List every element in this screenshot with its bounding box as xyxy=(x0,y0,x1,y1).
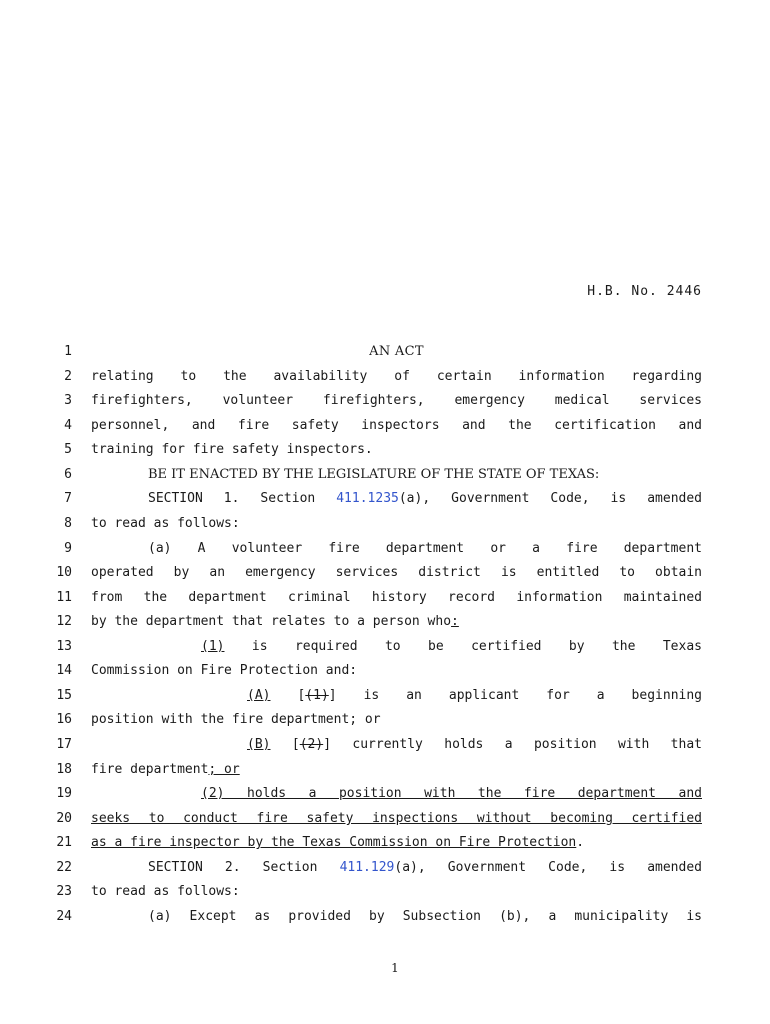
line-number: 2 xyxy=(64,369,72,384)
line-text: ] currently holds a position with that xyxy=(323,737,702,752)
text-line: from the department criminal history record information maintained xyxy=(91,590,702,605)
line-number: 18 xyxy=(56,762,72,777)
inserted-line: seeks to conduct fire safety inspections without becoming certified xyxy=(91,811,702,826)
inserted-text: (B) xyxy=(247,737,271,752)
bracket-open: [ xyxy=(270,688,306,703)
inserted-line: (2) holds a position with the fire department and xyxy=(201,786,702,801)
text-line: training for fire safety inspectors. xyxy=(91,442,373,457)
line-number: 16 xyxy=(56,712,72,727)
text-line xyxy=(91,688,702,703)
section-text: (a), Government Code, is amended xyxy=(394,860,702,875)
inserted-text: as a fire inspector by the Texas Commission on Fire Protection xyxy=(91,835,577,850)
line-number: 20 xyxy=(56,811,72,826)
line-number: 1 xyxy=(64,344,72,359)
inserted-text: (1) xyxy=(201,639,225,654)
line-number: 11 xyxy=(56,590,72,605)
line-text: is required to be certified by the Texas xyxy=(224,639,702,654)
deleted-text: (1) xyxy=(305,688,329,703)
line-text: ] is an applicant for a beginning xyxy=(328,688,702,703)
text-line: (a) Except as provided by Subsection (b), a municipality is xyxy=(148,909,702,924)
line-number: 8 xyxy=(64,516,72,531)
enacting-clause: BE IT ENACTED BY THE LEGISLATURE OF THE STATE OF TEXAS: xyxy=(148,467,600,482)
act-heading: AN ACT xyxy=(369,344,424,359)
deleted-text: (2) xyxy=(299,737,324,752)
text-line xyxy=(91,762,702,777)
section-label: SECTION 2. Section xyxy=(148,860,340,875)
text-line xyxy=(91,491,702,506)
line-number: 17 xyxy=(56,737,72,752)
line-number: 23 xyxy=(56,884,72,899)
text-line: to read as follows: xyxy=(91,516,240,531)
text-line: personnel, and fire safety inspectors and the certification and xyxy=(91,418,702,433)
inserted-text: (A) xyxy=(247,688,271,703)
bill-number: H.B. No. 2446 xyxy=(587,284,702,299)
text-line xyxy=(91,737,702,752)
line-text: . xyxy=(576,835,585,850)
line-number: 19 xyxy=(56,786,72,801)
text-line: to read as follows: xyxy=(91,884,240,899)
section-text: (a), Government Code, is amended xyxy=(398,491,702,506)
section-label: SECTION 1. Section xyxy=(148,491,337,506)
line-number: 10 xyxy=(56,565,72,580)
line-number: 22 xyxy=(56,860,72,875)
text-line xyxy=(91,639,702,654)
inserted-text: ; or xyxy=(208,762,240,777)
text-line: (a) A volunteer fire department or a fire department xyxy=(148,541,702,556)
line-number: 6 xyxy=(64,467,72,482)
line-number: 15 xyxy=(56,688,72,703)
text-line xyxy=(91,860,702,875)
line-number: 4 xyxy=(64,418,72,433)
line-text: fire department xyxy=(91,762,209,777)
line-text: by the department that relates to a person who xyxy=(91,614,452,629)
text-line xyxy=(91,614,702,629)
statute-link[interactable]: 411.1235 xyxy=(336,491,399,506)
line-number: 5 xyxy=(64,442,72,457)
line-number: 14 xyxy=(56,663,72,678)
line-number: 12 xyxy=(56,614,72,629)
line-number: 21 xyxy=(56,835,72,850)
line-number: 7 xyxy=(64,491,72,506)
line-number: 9 xyxy=(64,541,72,556)
text-line xyxy=(91,835,702,850)
bracket-open: [ xyxy=(270,737,300,752)
line-number: 24 xyxy=(56,909,72,924)
inserted-text: : xyxy=(451,614,459,629)
text-line: position with the fire department; or xyxy=(91,712,381,727)
statute-link[interactable]: 411.129 xyxy=(339,860,395,875)
line-number: 3 xyxy=(64,393,72,408)
page-number: 1 xyxy=(391,961,399,975)
line-number: 13 xyxy=(56,639,72,654)
text-line: operated by an emergency services district is entitled to obtain xyxy=(91,565,702,580)
text-line: relating to the availability of certain information regarding xyxy=(91,369,702,384)
text-line: firefighters, volunteer firefighters, emergency medical services xyxy=(91,393,702,408)
text-line: Commission on Fire Protection and: xyxy=(91,663,358,678)
